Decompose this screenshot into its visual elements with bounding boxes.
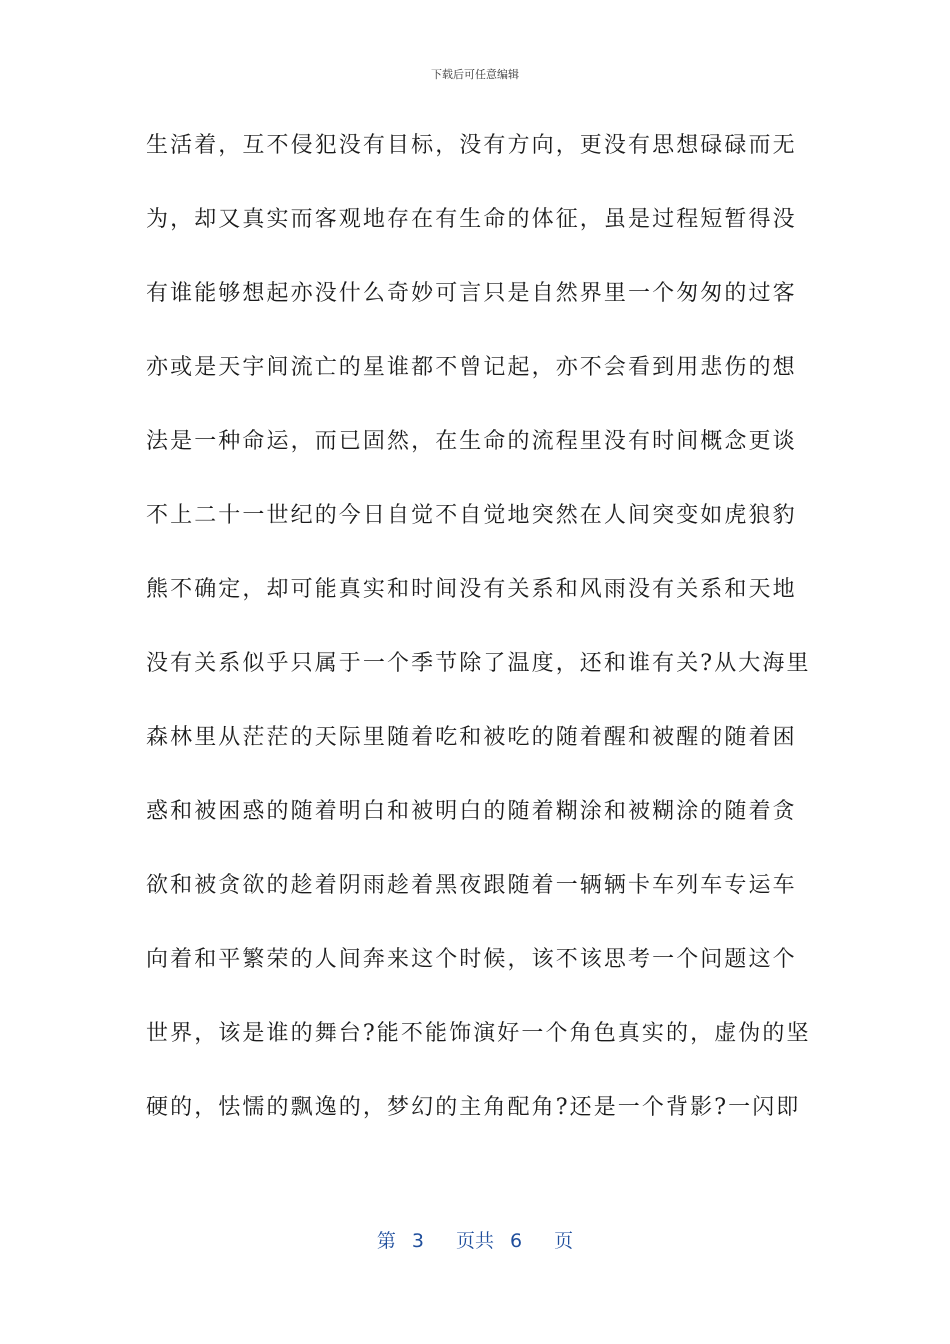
text-line: 向着和平繁荣的人间奔来这个时候，该不该思考一个问题这个 xyxy=(146,947,797,972)
text-line: 森林里从茫茫的天际里随着吃和被吃的随着醒和被醒的随着困 xyxy=(146,725,797,750)
total-pages-number: 6 xyxy=(510,1230,523,1252)
page-label-middle: 页共 xyxy=(455,1230,494,1252)
text-line: 法是一种命运，而已固然，在生命的流程里没有时间概念更谈 xyxy=(146,429,797,454)
text-line: 亦或是天宇间流亡的星谁都不曾记起，亦不会看到用悲伤的想 xyxy=(146,355,797,380)
text-line: 为，却又真实而客观地存在有生命的体征，虽是过程短暂得没 xyxy=(146,207,797,232)
page-header: 下载后可任意编辑 xyxy=(431,68,519,81)
text-line: 欲和被贪欲的趁着阴雨趁着黑夜跟随着一辆辆卡车列车专运车 xyxy=(146,873,797,898)
text-line: 硬的，怯懦的飘逸的，梦幻的主角配角?还是一个背影?一闪即 xyxy=(146,1095,801,1120)
page-label-prefix: 第 xyxy=(376,1230,396,1252)
text-line: 没有关系似乎只属于一个季节除了温度，还和谁有关?从大海里 xyxy=(146,651,811,676)
current-page-number: 3 xyxy=(411,1230,424,1252)
text-line: 不上二十一世纪的今日自觉不自觉地突然在人间突变如虎狼豹 xyxy=(146,503,797,528)
text-line: 生活着，互不侵犯没有目标，没有方向，更没有思想碌碌而无 xyxy=(146,133,797,158)
text-line: 世界，该是谁的舞台?能不能饰演好一个角色真实的，虚伪的坚 xyxy=(146,1021,811,1046)
page-footer xyxy=(0,1226,950,1253)
text-line: 熊不确定，却可能真实和时间没有关系和风雨没有关系和天地 xyxy=(146,577,797,602)
page-label-suffix: 页 xyxy=(554,1230,574,1252)
text-line: 有谁能够想起亦没什么奇妙可言只是自然界里一个匆匆的过客 xyxy=(146,281,797,306)
text-line: 惑和被困惑的随着明白和被明白的随着糊涂和被糊涂的随着贪 xyxy=(146,799,797,824)
body-text xyxy=(146,128,816,1164)
